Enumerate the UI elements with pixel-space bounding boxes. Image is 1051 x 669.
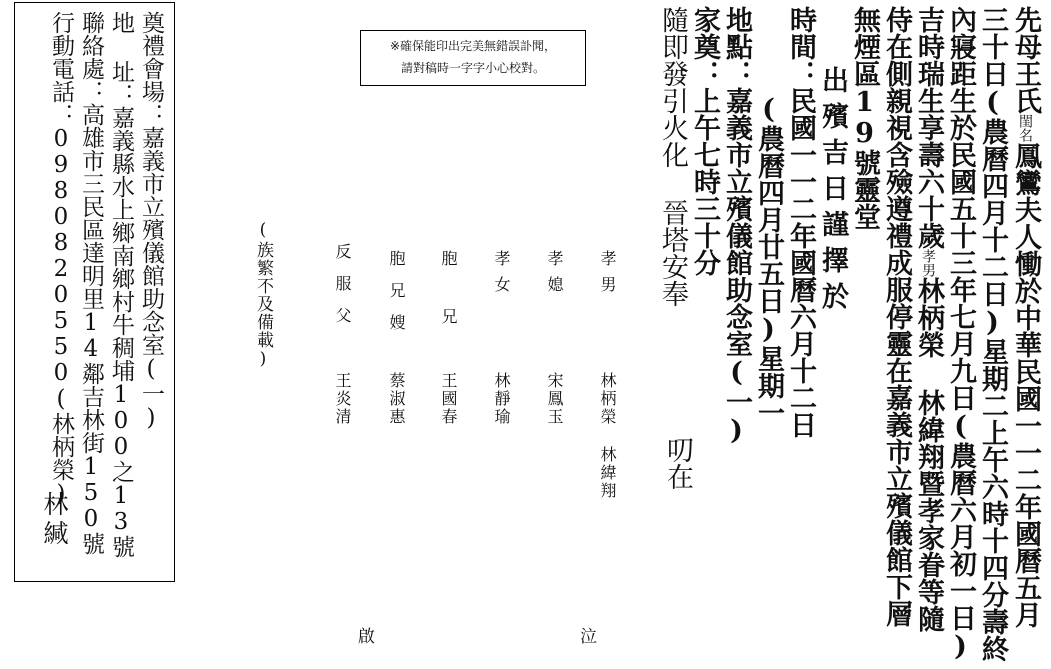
obituary-line-1 <box>1010 6 1040 628</box>
obituary-line-3: 內寢距生於民國五十三年七月九日(農曆六月初一日) <box>945 6 976 662</box>
family-relation-3: 孝女 <box>492 250 511 302</box>
proofread-notice-box <box>360 30 586 86</box>
obituary-line-4 <box>913 6 943 632</box>
obituary-line-2: 三十日(農曆四月十二日)星期二上午六時十四分壽終 <box>977 6 1008 662</box>
bottom-word-right: 泣 <box>580 627 597 647</box>
family-relation-5: 胞兄嫂 <box>387 250 406 346</box>
obituary-line-8: 時間：民國一一二年國曆六月十二日 <box>785 6 816 438</box>
funeral-info-box <box>14 2 175 582</box>
family-relation-6: 反服父 <box>333 243 352 339</box>
obituary-line-11: 家奠：上午七時三十分 <box>689 6 720 276</box>
bottom-word-left: 啟 <box>358 627 375 647</box>
obituary-line-5: 侍在側親視含殮遵禮成服停靈在嘉義市立殯儀館下層 <box>881 6 912 627</box>
obituary-line-1b: 鳳鸞夫人慟於中華民國一一二年國曆五月 <box>1010 142 1041 628</box>
family-name-1b: 林緯翔 <box>598 446 617 500</box>
clan-note: (族繁不及備載) <box>253 220 273 370</box>
family-name-3a: 林靜瑜 <box>492 372 511 426</box>
contact-line: 聯絡處：高雄市三民區達明里14鄰吉林街150號 <box>78 11 104 555</box>
obituary-line-7: 出殯吉日謹擇於 <box>817 66 848 318</box>
family-relation-1: 孝男 <box>598 250 617 302</box>
obituary-line-6: 無煙區19號靈堂 <box>849 6 880 230</box>
obituary-line-4b: 林柄榮 林緯翔暨孝家眷等隨 <box>913 277 944 632</box>
obituary-line-12: 隨即發引火化 晉塔安奉 <box>657 6 688 307</box>
obituary-line-10: 地點：嘉義市立殯儀館助念室(一) <box>721 6 752 446</box>
phone-line: 行動電話：0980820550(林柄榮) <box>48 11 74 507</box>
obituary-line-1a: 先母王氏 <box>1010 6 1041 114</box>
wenzai-text: 叨在 <box>662 436 693 490</box>
notice-line-2: 請對稿時一字字小心校對。 <box>400 61 545 75</box>
family-name-4a: 王國春 <box>439 372 458 426</box>
family-name-1a: 林柄榮 <box>598 372 617 426</box>
family-name-6a: 王炎清 <box>333 372 352 426</box>
signature: 林緘 <box>40 491 69 549</box>
obituary-line-1-small: 閨名 <box>1017 114 1033 142</box>
venue-line: 奠禮會場：嘉義市立殯儀館助念室(一) <box>138 11 164 431</box>
notice-line-1: ※確保能印出完美無錯誤訃聞， <box>389 39 557 53</box>
obituary-line-4-small: 孝男 <box>920 249 936 277</box>
address-line: 地 址：嘉義縣水上鄉南鄉村牛稠埔100之13號 <box>108 11 134 558</box>
family-name-2a: 宋鳳玉 <box>545 372 564 426</box>
family-relation-2: 孝媳 <box>545 250 564 302</box>
family-name-5a: 蔡淑惠 <box>387 372 406 426</box>
obituary-line-4a: 吉時瑞生享壽六十歲 <box>913 6 944 249</box>
family-relation-4: 胞兄 <box>439 250 458 366</box>
obituary-line-9: (農曆四月廿五日)星期一 <box>753 94 784 426</box>
